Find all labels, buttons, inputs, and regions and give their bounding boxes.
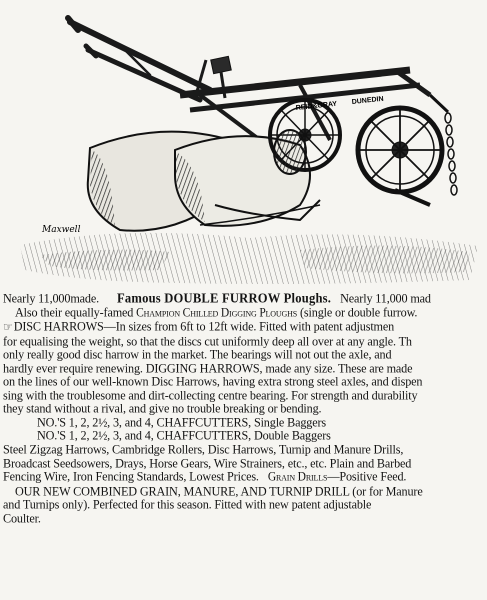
champion-note: (single or double furrow. bbox=[300, 305, 418, 320]
line-headline bbox=[3, 292, 485, 306]
text-line-14 bbox=[3, 470, 485, 485]
plate-reid-gray: REID&GRAY bbox=[295, 100, 338, 112]
champion-intro: Also their equally-famed bbox=[15, 305, 134, 320]
text-line-17: Coulter. bbox=[3, 511, 41, 526]
plough-handles bbox=[68, 18, 210, 100]
text-line-6: hardly ever require renewing. DIGGING HARROWS, made any size. These are made bbox=[3, 361, 413, 376]
text-line-13: Broadcast Seedsowers, Drays, Horse Gears, Wire Strainers, etc., etc. Plain and Barbed bbox=[3, 456, 412, 471]
pointing-hand-icon: ☞ bbox=[3, 321, 13, 334]
plate-dunedin: DUNEDIN bbox=[351, 95, 384, 106]
chaffcutters-single: NO.'S 1, 2, 2½, 3, and 4, CHAFFCUTTERS, Single Baggers bbox=[37, 415, 326, 430]
fencing-text: Fencing Wire, Iron Fencing Standards, Lowest Prices. bbox=[3, 470, 259, 484]
text-line-9: they stand without a rival, and give no trouble breaking or bending. bbox=[3, 402, 322, 417]
grain-drills-note: —Positive Feed. bbox=[327, 470, 407, 484]
text-line-16: and Turnips only). Perfected for this season. Fitted with new patent adjustable bbox=[3, 498, 372, 512]
front-wheel bbox=[358, 108, 442, 205]
line-champion-ploughs bbox=[3, 306, 485, 321]
advertisement-text bbox=[3, 292, 485, 525]
plough-illustration bbox=[0, 0, 487, 288]
disc-harrows-text: DISC HARROWS—In sizes from 6ft to 12ft wide. Fitted with patent adjustmen bbox=[13, 320, 395, 334]
ground-shading bbox=[20, 233, 478, 284]
line-disc-harrows bbox=[3, 320, 485, 335]
text-line-7: on the lines of our well-known Disc Harrows, having extra strong steel axles, and dispen bbox=[3, 375, 423, 389]
text-line-5: only really good disc harrow in the market. The bearings will not out the axle, and bbox=[3, 348, 392, 362]
engraver-signature: Maxwell bbox=[42, 225, 81, 235]
text-line-8: sing with the troublesome and dirt-collecting centre bearing. For strength and durability bbox=[3, 388, 418, 403]
headline-title: Famous DOUBLE FURROW Ploughs. bbox=[117, 292, 332, 306]
champion-name: Champion Chilled Digging Ploughs bbox=[136, 306, 298, 320]
disc-coulter bbox=[274, 130, 306, 174]
chaffcutters-double: NO.'S 1, 2, 2½, 3, and 4, CHAFFCUTTERS, Double Baggers bbox=[37, 429, 331, 444]
combined-drill-line: OUR NEW COMBINED GRAIN, MANURE, AND TURNIP DRILL (or for Manure bbox=[15, 484, 423, 499]
headline-count-left: Nearly 11,000made. bbox=[3, 292, 100, 306]
headline-count-right: Nearly 11,000 mad bbox=[340, 292, 431, 306]
grain-drills-label: Grain Drills bbox=[267, 471, 328, 484]
text-line-12: Steel Zigzag Harrows, Cambridge Rollers, Disc Harrows, Turnip and Manure Drills, bbox=[3, 443, 404, 457]
text-line-4: for equalising the weight, so that the discs cut uniformly deep all over at any angle. Th bbox=[3, 334, 412, 349]
